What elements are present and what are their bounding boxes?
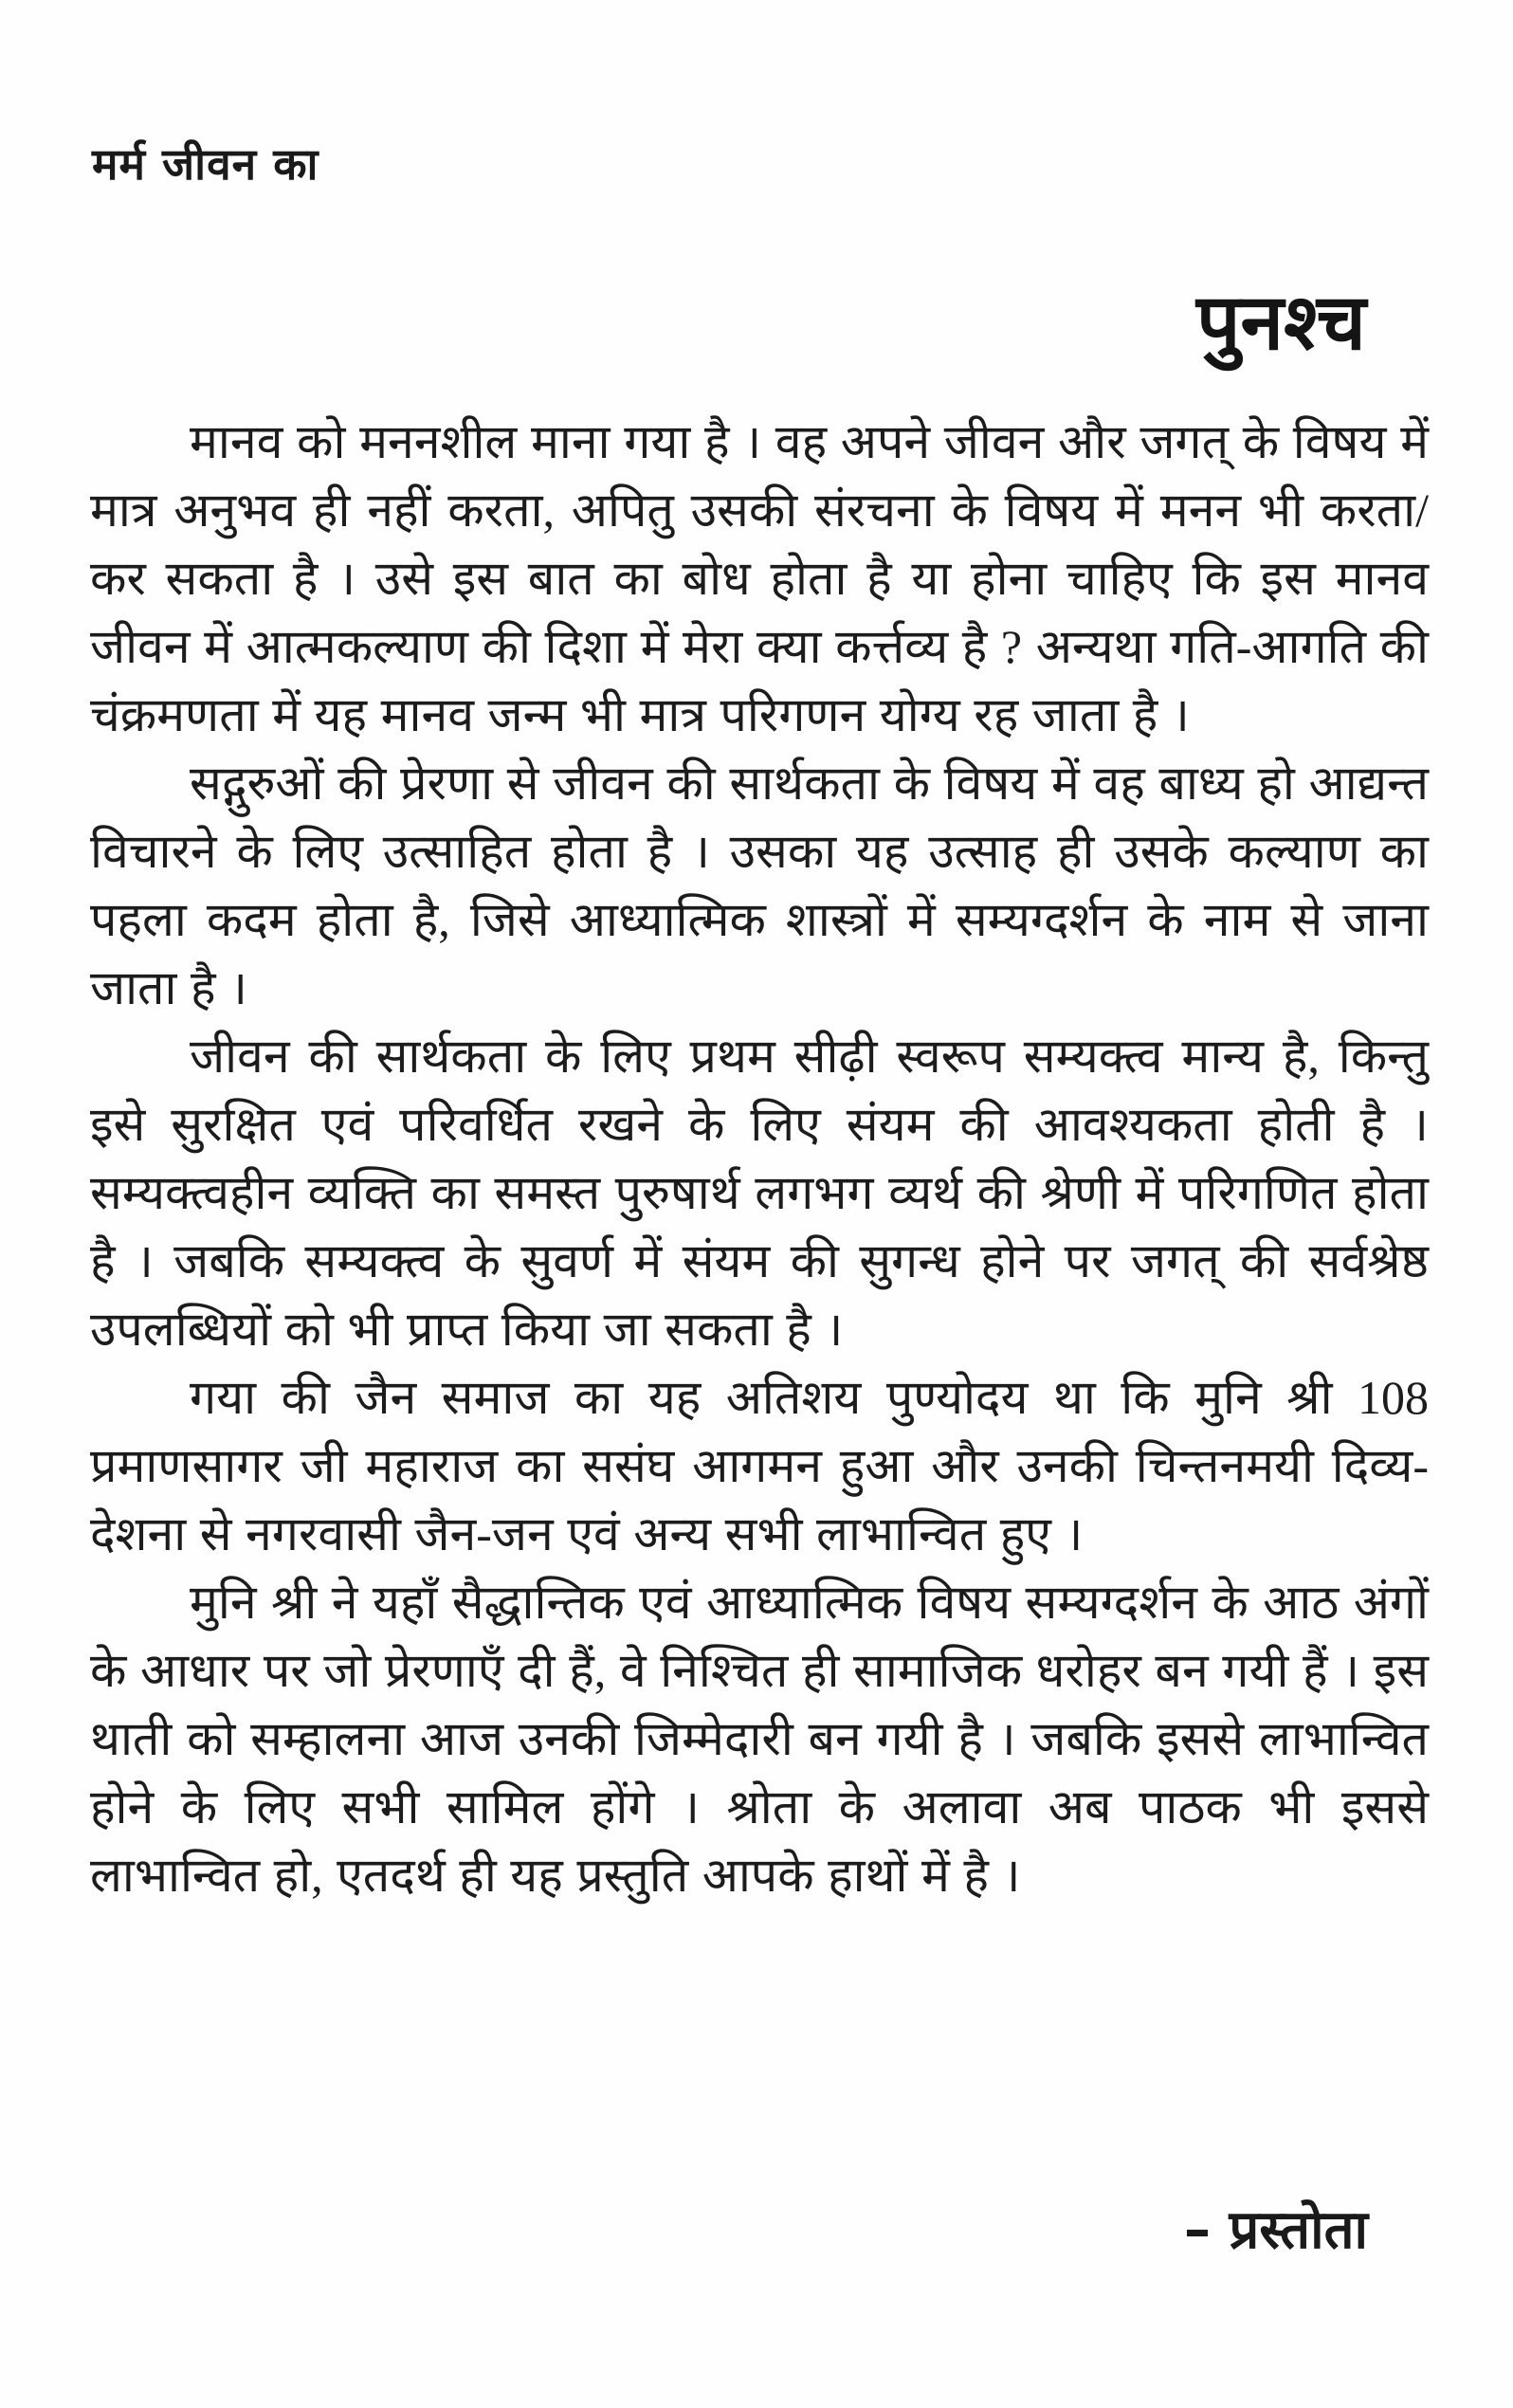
section-heading: पुनश्च [1195, 278, 1366, 368]
paragraph-2: सद्गुरुओं की प्रेरणा से जीवन की सार्थकता के विषय में वह बाध्य हो आद्यन्त विचारने के लिए उत्साहित होता है । उसका यह उत्साह ही उसके कल्याण का पहला कदम होता है, जिसे आध्यात्मिक शास्त्रों में सम्यग्दर्शन के नाम से जाना जाता है । [90, 757, 1429, 1014]
paragraph-5: मुनि श्री ने यहाँ सैद्धान्तिक एवं आध्यात्मिक विषय सम्यग्दर्शन के आठ अंगों के आधार पर जो प्रेरणाएँ दी हैं, वे निश्चित ही सामाजिक धरोहर बन गयी हैं । इस थाती को सम्हालना आज उनकी जिम्मेदारी बन गयी है । जबकि इससे लाभान्वित होने के लिए सभी सामिल होंगे । श्रोता के अलावा अब पाठक भी इससे लाभान्वित हो, एतदर्थ ही यह प्रस्तुति आपके हाथों में है । [90, 1576, 1429, 1902]
paragraph-1: मानव को मननशील माना गया है । वह अपने जीवन और जगत् के विषय में मात्र अनुभव ही नहीं करता, अपितु उसकी संरचना के विषय में मनन भी करता/कर सकता है । उसे इस बात का बोध होता है या होना चाहिए कि इस मानव जीवन में आत्मकल्याण की दिशा में मेरा क्या कर्त्तव्य है ? अन्यथा गति-आगति की चंक्रमणता में यह मानव जन्म भी मात्र परिगणन योग्य रह जाता है । [90, 415, 1429, 741]
book-title: मर्म जीवन का [92, 138, 319, 190]
paragraph-4: गया की जैन समाज का यह अतिशय पुण्योदय था कि मुनि श्री 108 प्रमाणसागर जी महाराज का ससंघ आगमन हुआ और उनकी चिन्तनमयी दिव्य-देशना से नगरवासी जैन-जन एवं अन्य सभी लाभान्वित हुए । [90, 1371, 1429, 1560]
paragraph-3: जीवन की सार्थकता के लिए प्रथम सीढ़ी स्वरूप सम्यक्त्व मान्य है, किन्तु इसे सुरक्षित एवं परिवर्धित रखने के लिए संयम की आवश्यकता होती है । सम्यक्त्वहीन व्यक्ति का समस्त पुरुषार्थ लगभग व्यर्थ की श्रेणी में परिगणित होता है । जबकि सम्यक्त्व के सुवर्ण में संयम की सुगन्ध होने पर जगत् की सर्वश्रेष्ठ उपलब्धियों को भी प्राप्त किया जा सकता है । [90, 1030, 1429, 1356]
body-text-column [90, 408, 1429, 1909]
presenter-signature: – प्रस्तोता [1184, 2199, 1368, 2261]
